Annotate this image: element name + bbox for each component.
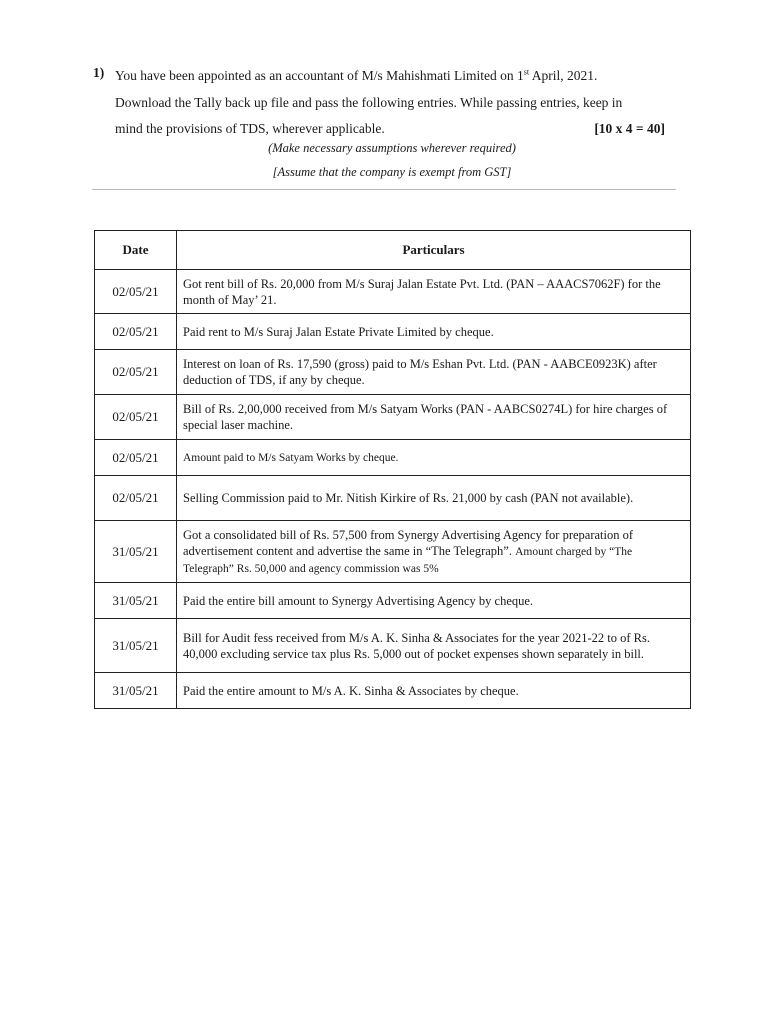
row-particulars-text: Got a consolidated bill of Rs. 57,500 from Synergy Advertising Agency for preparation of advertisement content and advertise the same in “The Telegraph”. (183, 527, 634, 558)
divider-line (92, 189, 676, 190)
row-particulars: Paid rent to M/s Suraj Jalan Estate Private Limited by cheque. (177, 314, 691, 350)
table-row (95, 350, 691, 395)
entries-table (94, 230, 691, 709)
row-particulars-note: Amount charged by “The Telegraph” Rs. 50,000 and agency commission was 5% (183, 545, 633, 575)
row-date: 02/05/21 (95, 314, 177, 350)
question-line-3-text: mind the provisions of TDS, wherever applicable. (115, 121, 385, 136)
row-particulars (177, 521, 691, 583)
question-number: 1) (93, 65, 105, 80)
table-row (95, 476, 691, 521)
row-particulars: Got rent bill of Rs. 20,000 from M/s Suraj Jalan Estate Pvt. Ltd. (PAN – AAACS7062F) for the month of May’ 21. (177, 270, 691, 314)
table-row (95, 395, 691, 440)
row-particulars: Selling Commission paid to Mr. Nitish Kirkire of Rs. 21,000 by cash (PAN not available). (177, 476, 691, 521)
row-date: 31/05/21 (95, 673, 177, 709)
table-header-row (95, 231, 691, 270)
particulars-column-header: Particulars (177, 231, 691, 270)
date-column-header: Date (95, 231, 177, 270)
assumption-note: (Make necessary assumptions wherever required) (268, 141, 516, 155)
table-row (95, 521, 691, 583)
row-date: 02/05/21 (95, 350, 177, 395)
row-particulars: Bill for Audit fess received from M/s A. K. Sinha & Associates for the year 2021-22 to of Rs. 40,000 excluding service tax plus Rs. 5,000 out of pocket expenses shown separately in bill. (177, 619, 691, 673)
row-particulars: Paid the entire bill amount to Synergy Advertising Agency by cheque. (177, 583, 691, 619)
row-particulars: Paid the entire amount to M/s A. K. Sinha & Associates by cheque. (177, 673, 691, 709)
question-text (115, 63, 665, 143)
table-row (95, 673, 691, 709)
table-row (95, 440, 691, 476)
row-date: 31/05/21 (95, 619, 177, 673)
row-date: 02/05/21 (95, 440, 177, 476)
table-row (95, 619, 691, 673)
row-particulars: Bill of Rs. 2,00,000 received from M/s Satyam Works (PAN - AABCS0274L) for hire charges of special laser machine. (177, 395, 691, 440)
row-date: 02/05/21 (95, 270, 177, 314)
table-row (95, 583, 691, 619)
question-line-3 (115, 116, 665, 143)
marks-label: [10 x 4 = 40] (594, 121, 665, 136)
row-date: 31/05/21 (95, 583, 177, 619)
question-line-2: Download the Tally back up file and pass the following entries. While passing entries, keep in (115, 94, 623, 110)
row-date: 31/05/21 (95, 521, 177, 583)
gst-exempt-note: [Assume that the company is exempt from GST] (272, 165, 512, 179)
question-line-1: You have been appointed as an accountant of M/s Mahishmati Limited on 1st April, 2021. (115, 67, 598, 83)
row-date: 02/05/21 (95, 476, 177, 521)
table-row (95, 270, 691, 314)
table-row (95, 314, 691, 350)
row-particulars: Interest on loan of Rs. 17,590 (gross) paid to M/s Eshan Pvt. Ltd. (PAN - AABCE0923K) after deduction of TDS, if any by cheque. (177, 350, 691, 395)
row-particulars: Amount paid to M/s Satyam Works by cheque. (177, 440, 691, 476)
row-date: 02/05/21 (95, 395, 177, 440)
